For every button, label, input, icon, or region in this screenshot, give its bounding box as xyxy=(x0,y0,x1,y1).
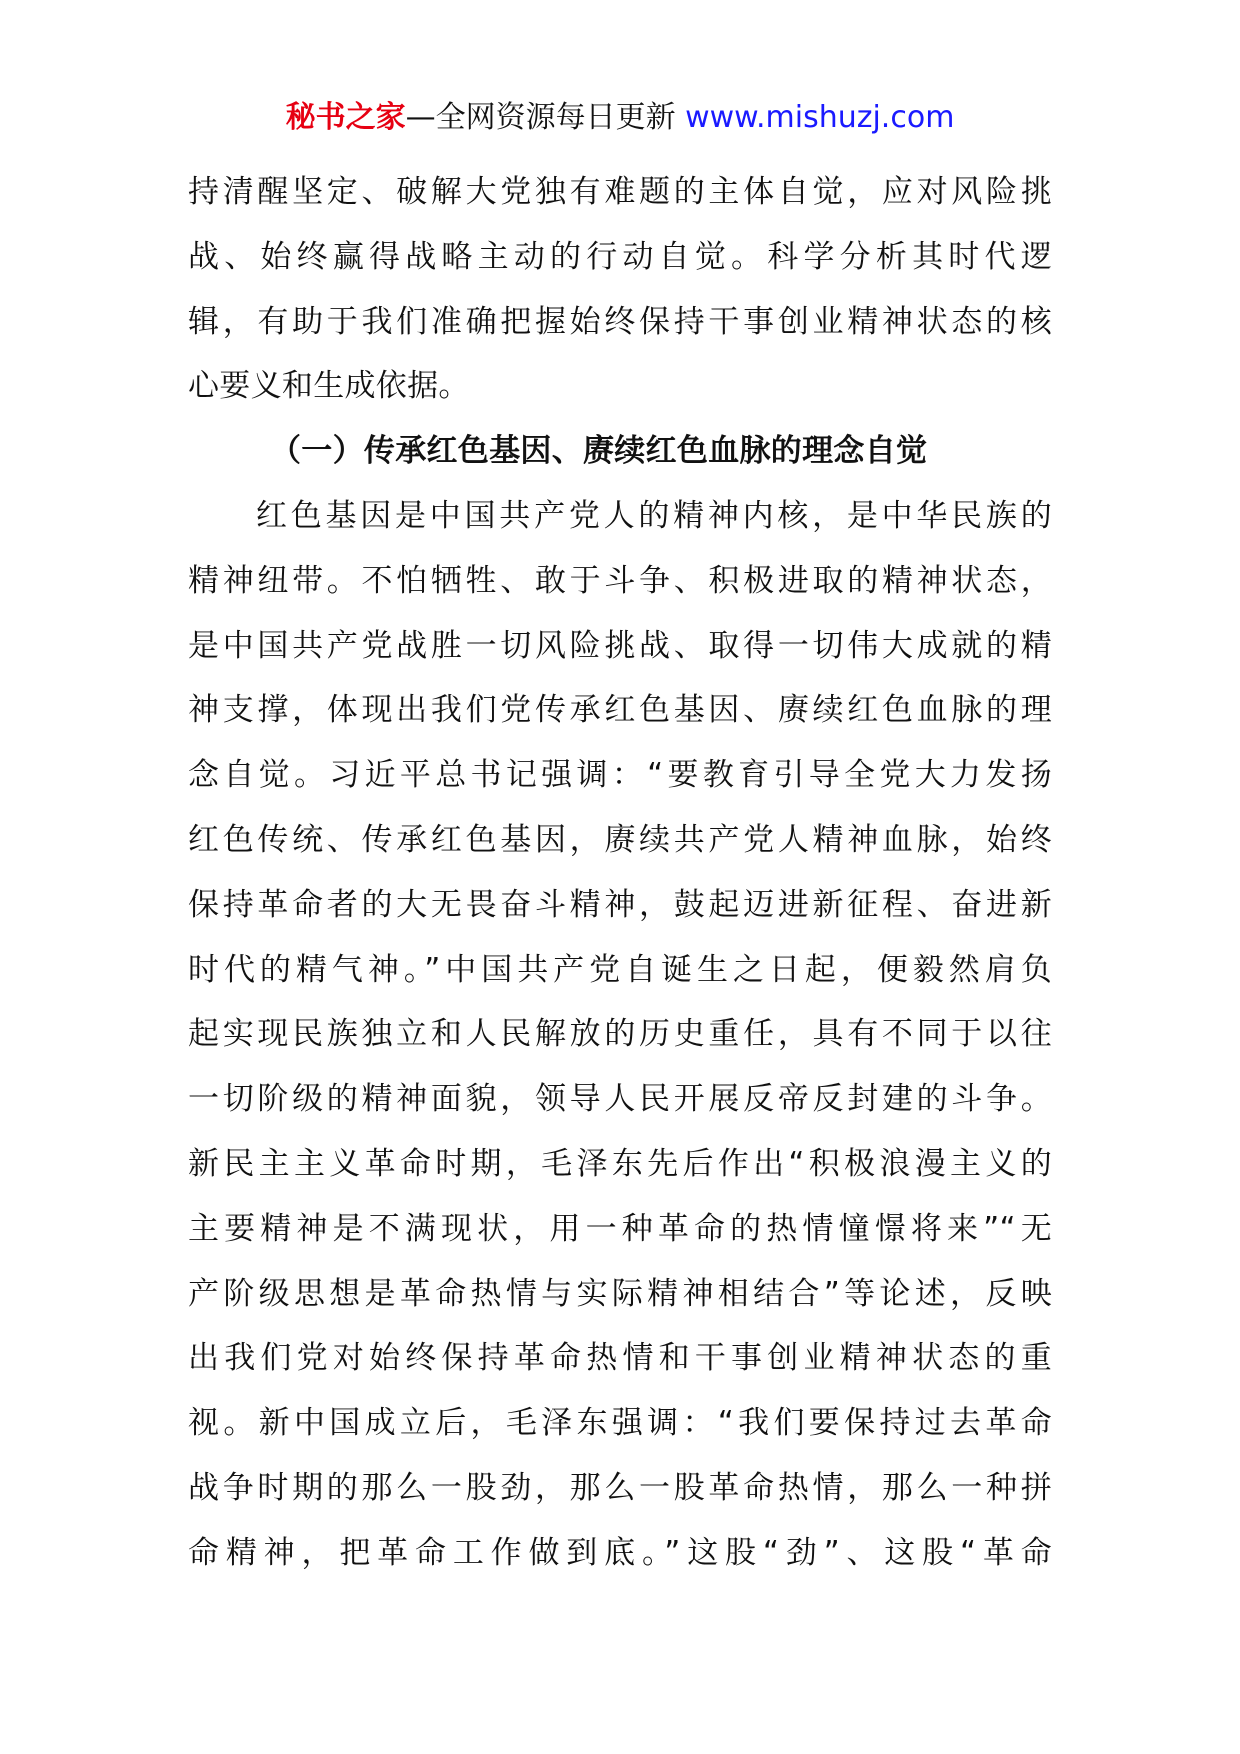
body-line: 视。新中国成立后，毛泽东强调：“我们要保持过去革命 xyxy=(188,1405,1052,1442)
site-header xyxy=(0,98,1240,138)
body-line: 出我们党对始终保持革命热情和干事创业精神状态的重 xyxy=(188,1340,1052,1377)
body-line: 一切阶级的精神面貌，领导人民开展反帝反封建的斗争。 xyxy=(188,1081,1052,1118)
body-line: 战争时期的那么一股劲，那么一股革命热情，那么一种拼 xyxy=(188,1469,1052,1506)
body-line: 精神纽带。不怕牺牲、敢于斗争、积极进取的精神状态， xyxy=(188,562,1052,599)
body-line: 保持革命者的大无畏奋斗精神，鼓起迈进新征程、奋进新 xyxy=(188,886,1052,923)
section-heading: （一）传承红色基因、赓续红色血脉的理念自觉 xyxy=(270,433,928,470)
body-line: 起实现民族独立和人民解放的历史重任，具有不同于以往 xyxy=(188,1016,1052,1053)
body-line: 心要义和生成依据。 xyxy=(188,368,470,405)
body-line: 命精神，把革命工作做到底。”这股“劲”、这股“革命 xyxy=(188,1534,1052,1571)
body-line: 持清醒坚定、破解大党独有难题的主体自觉，应对风险挑 xyxy=(188,174,1052,210)
body-line: 主要精神是不满现状，用一种革命的热情憧憬将来”“无 xyxy=(188,1210,1052,1247)
body-line: 是中国共产党战胜一切风险挑战、取得一切伟大成就的精 xyxy=(188,627,1052,664)
body-line: 新民主主义革命时期，毛泽东先后作出“积极浪漫主义的 xyxy=(188,1145,1052,1182)
body-line: 辑，有助于我们准确把握始终保持干事创业精神状态的核 xyxy=(188,303,1052,340)
body-line: 神支撑，体现出我们党传承红色基因、赓续红色血脉的理 xyxy=(188,692,1052,729)
body-line: 念自觉。习近平总书记强调：“要教育引导全党大力发扬 xyxy=(188,757,1052,794)
body-line: 战、始终赢得战略主动的行动自觉。科学分析其时代逻 xyxy=(188,238,1052,275)
body-line: 红色基因是中国共产党人的精神内核，是中华民族的 xyxy=(256,497,1052,534)
site-brand: 秘书之家 xyxy=(285,100,406,135)
body-line: 时代的精气神。”中国共产党自诞生之日起，便毅然肩负 xyxy=(188,951,1052,988)
body-line: 产阶级思想是革命热情与实际精神相结合”等论述，反映 xyxy=(188,1275,1052,1312)
site-url-link[interactable]: www.mishuzj.com xyxy=(675,100,955,135)
document-body xyxy=(188,160,1052,1586)
site-tagline: —全网资源每日更新 xyxy=(405,100,676,135)
body-line: 红色传统、传承红色基因，赓续共产党人精神血脉，始终 xyxy=(188,821,1052,858)
